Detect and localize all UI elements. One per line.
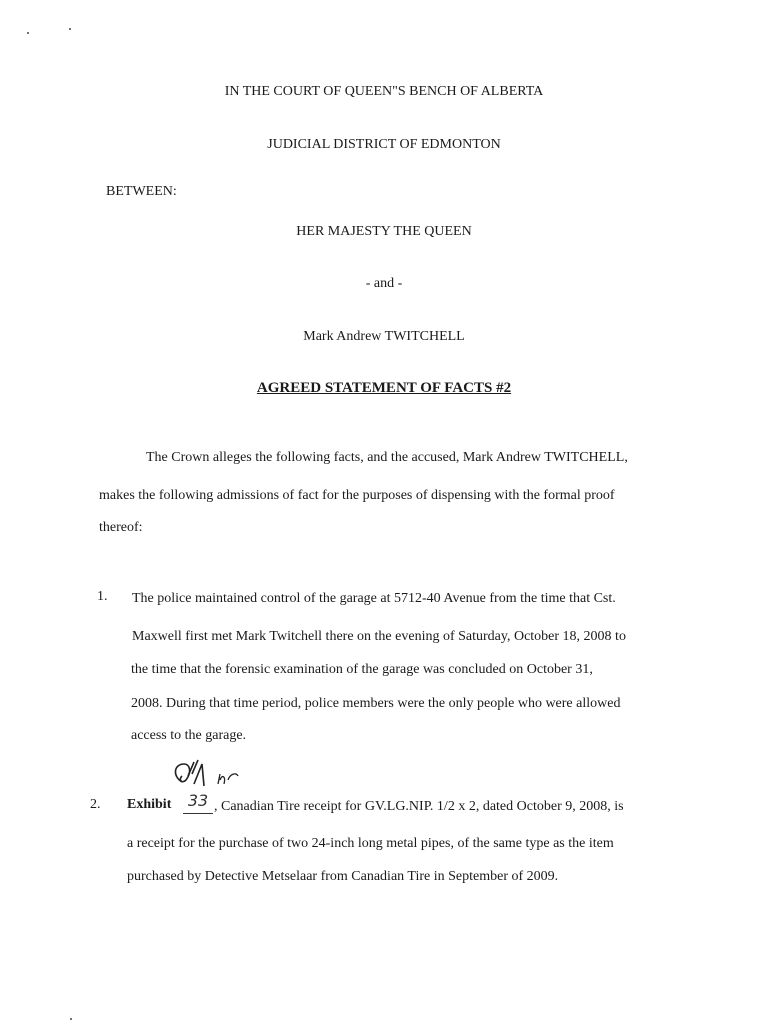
intro-line-2: makes the following admissions of fact for the purposes of dispensing with the formal proof bbox=[99, 488, 615, 503]
intro-line-3: thereof: bbox=[99, 520, 143, 535]
item-1-line: the time that the forensic examination of the garage was concluded on October 31, bbox=[131, 662, 593, 677]
exhibit-number-handwritten bbox=[183, 791, 213, 814]
item-1-line: Maxwell first met Mark Twitchell there on the evening of Saturday, October 18, 2008 to bbox=[132, 629, 626, 644]
judicial-district: JUDICIAL DISTRICT OF EDMONTON bbox=[267, 137, 501, 152]
item-1-line: The police maintained control of the garage at 5712-40 Avenue from the time that Cst. bbox=[132, 591, 616, 606]
item-1-number: 1. bbox=[97, 589, 108, 604]
document-title: AGREED STATEMENT OF FACTS #2 bbox=[256, 380, 512, 396]
intro-line-1: The Crown alleges the following facts, and the accused, Mark Andrew TWITCHELL, bbox=[146, 450, 628, 465]
item-1-line: 2008. During that time period, police members were the only people who were allowed bbox=[131, 696, 621, 711]
exhibit-label: Exhibit bbox=[127, 797, 172, 812]
item-2-line: purchased by Detective Metselaar from Canadian Tire in September of 2009. bbox=[127, 869, 559, 884]
scan-speck bbox=[70, 1018, 72, 1020]
item-2-line: , Canadian Tire receipt for GV.LG.NIP. 1/2 x 2, dated October 9, 2008, is bbox=[214, 799, 624, 814]
between-label: BETWEEN: bbox=[106, 184, 177, 199]
court-name: IN THE COURT OF QUEEN"S BENCH OF ALBERTA bbox=[224, 84, 544, 99]
party-crown: HER MAJESTY THE QUEEN bbox=[296, 224, 472, 239]
and-separator: - and - bbox=[365, 276, 403, 291]
item-2-line: a receipt for the purchase of two 24-inch long metal pipes, of the same type as the item bbox=[127, 836, 614, 851]
item-2-number: 2. bbox=[90, 797, 101, 812]
scan-speck bbox=[27, 32, 29, 34]
party-accused: Mark Andrew TWITCHELL bbox=[303, 329, 465, 344]
exhibit-number: 33 bbox=[187, 791, 209, 810]
item-1-line: access to the garage. bbox=[131, 728, 247, 743]
scan-speck bbox=[69, 28, 71, 30]
